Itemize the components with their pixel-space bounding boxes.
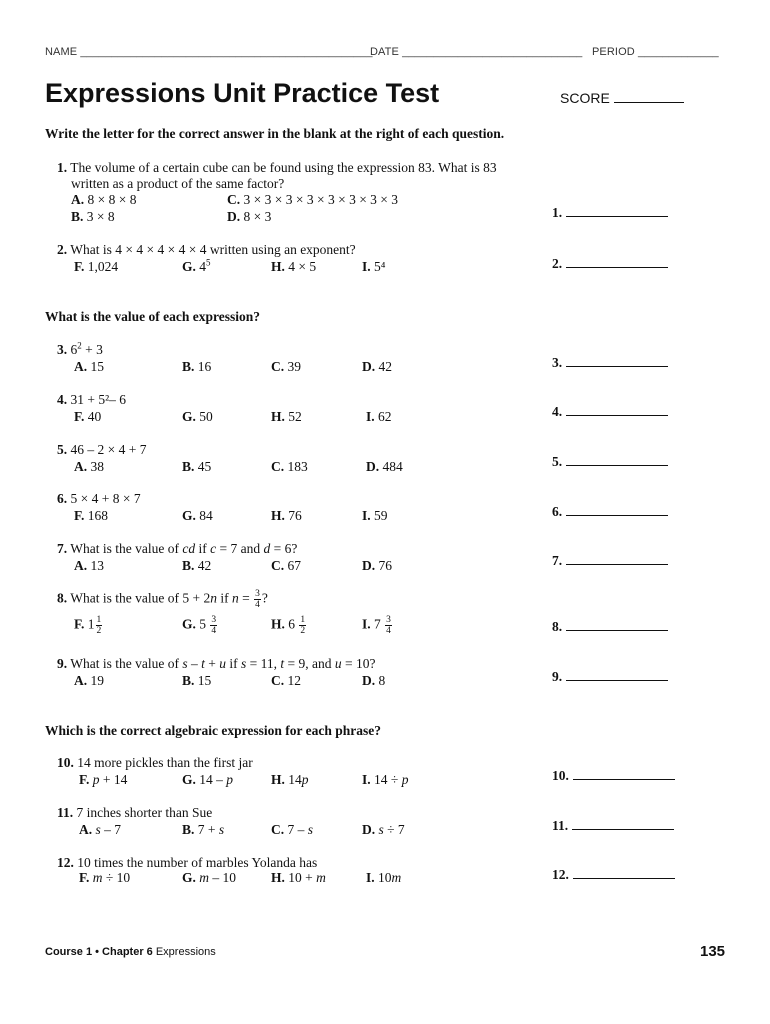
option-g[interactable]: G. 14 – p <box>182 772 234 787</box>
question-12: 12. 10 times the number of marbles Yolanda has <box>57 855 318 870</box>
period-blank[interactable]: _____________ <box>637 46 719 58</box>
date-label: DATE <box>370 46 399 58</box>
option-f[interactable]: F. m ÷ 10 <box>79 870 131 885</box>
answer-blank-3[interactable]: 3. <box>552 355 668 371</box>
option-h[interactable]: H. 52 <box>271 409 302 424</box>
date-blank[interactable]: _____________________________ <box>402 46 583 58</box>
question-2: 2. What is 4 × 4 × 4 × 4 × 4 written using an exponent? <box>57 242 356 257</box>
option-b[interactable]: B. 16 <box>182 359 212 374</box>
section-instruction-2: What is the value of each expression? <box>45 309 260 324</box>
option-d[interactable]: D. 8 × 3 <box>227 209 272 224</box>
option-f[interactable]: F. 1,024 <box>74 259 119 274</box>
date-field[interactable] <box>370 46 582 58</box>
option-d[interactable]: D. s ÷ 7 <box>362 822 405 837</box>
footer-course-label: Course 1 • Chapter 6 <box>45 946 153 958</box>
option-a[interactable]: A. 8 × 8 × 8 <box>71 192 137 207</box>
question-8: 8. What is the value of 5 + 2n if n = $\frac{3}{4}$ ? <box>57 589 268 610</box>
option-f[interactable]: F. 1 $\frac{1}{2}$ <box>74 615 102 636</box>
question-1 <box>57 160 497 176</box>
name-label: NAME <box>45 46 78 58</box>
option-c[interactable]: C. 183 <box>271 459 308 474</box>
option-d[interactable]: D. 76 <box>362 558 392 573</box>
option-a[interactable]: A. 19 <box>74 673 104 688</box>
footer-topic: Expressions <box>155 946 216 958</box>
period-field[interactable] <box>592 46 719 58</box>
page-title: Expressions Unit Practice Test <box>45 78 440 108</box>
option-h[interactable]: H. 76 <box>271 508 302 523</box>
option-f[interactable]: F. p + 14 <box>79 772 128 787</box>
option-b[interactable]: B. 7 + s <box>182 822 225 837</box>
option-b[interactable]: B. 45 <box>182 459 212 474</box>
option-i[interactable]: I. 62 <box>366 409 392 424</box>
option-b[interactable]: B. 42 <box>182 558 212 573</box>
footer-course <box>45 946 216 958</box>
answer-blank-7[interactable]: 7. <box>552 553 668 569</box>
option-h[interactable]: H. 10 + m <box>271 870 326 885</box>
answer-blank-5[interactable]: 5. <box>552 454 668 470</box>
answer-blank-12[interactable]: 12. <box>552 867 675 883</box>
option-c[interactable]: C. 3 × 3 × 3 × 3 × 3 × 3 × 3 × 3 <box>227 192 399 207</box>
option-i[interactable]: I. 14 ÷ p <box>362 772 409 787</box>
option-b[interactable]: B. 3 × 8 <box>71 209 115 224</box>
question-1-line-2: written as a product of the same factor? <box>71 176 285 191</box>
option-h[interactable]: H. 4 × 5 <box>271 259 317 274</box>
option-i[interactable]: I. 5⁴ <box>362 259 386 274</box>
question-9: 9. What is the value of s – t + u if s = 11, t = 9, and u = 10? <box>57 656 376 671</box>
score-field[interactable] <box>560 90 684 106</box>
period-label: PERIOD <box>592 46 635 58</box>
answer-blank-10[interactable]: 10. <box>552 768 675 784</box>
option-a[interactable]: A. s – 7 <box>79 822 122 837</box>
option-a[interactable]: A. 13 <box>74 558 104 573</box>
option-f[interactable]: F. 40 <box>74 409 102 424</box>
score-label: SCORE <box>560 90 610 106</box>
question-4: 4. 31 + 5²– 6 <box>57 392 127 407</box>
name-blank[interactable]: _______________________________________________ <box>80 46 373 58</box>
option-a[interactable]: A. 38 <box>74 459 104 474</box>
page-number: 135 <box>700 943 726 960</box>
option-h[interactable]: H. 14p <box>271 772 309 787</box>
fraction: $\frac{3}{4}$ <box>255 589 260 610</box>
option-i[interactable]: I. 7 $\frac{3}{4}$ <box>362 615 391 636</box>
option-d[interactable]: D. 484 <box>366 459 403 474</box>
option-h[interactable]: H. 6 $\frac{1}{2}$ <box>271 615 306 636</box>
question-10: 10. 14 more pickles than the first jar <box>57 755 253 770</box>
answer-blank-2[interactable]: 2. <box>552 256 668 272</box>
option-c[interactable]: C. 39 <box>271 359 301 374</box>
option-g[interactable]: G. 5 $\frac{3}{4}$ <box>182 615 217 636</box>
option-d[interactable]: D. 42 <box>362 359 392 374</box>
question-3: 3. $6^2 + 3$ <box>57 340 103 357</box>
score-blank[interactable] <box>614 90 684 103</box>
option-g[interactable]: G. 50 <box>182 409 213 424</box>
question-6: 6. 5 × 4 + 8 × 7 <box>57 491 141 506</box>
option-c[interactable]: C. 67 <box>271 558 301 573</box>
section-instruction-1: Write the letter for the correct answer in the blank at the right of each question. <box>45 126 505 141</box>
option-i[interactable]: I. 10m <box>366 870 402 885</box>
option-c[interactable]: C. 7 – s <box>271 822 314 837</box>
option-d[interactable]: D. 8 <box>362 673 386 688</box>
option-g[interactable]: G. 84 <box>182 508 213 523</box>
option-c[interactable]: C. 12 <box>271 673 301 688</box>
answer-blank-8[interactable]: 8. <box>552 619 668 635</box>
option-g[interactable]: G. m – 10 <box>182 870 237 885</box>
option-i[interactable]: I. 59 <box>362 508 388 523</box>
question-5: 5. 46 – 2 × 4 + 7 <box>57 442 147 457</box>
answer-blank-4[interactable]: 4. <box>552 404 668 420</box>
answer-blank-6[interactable]: 6. <box>552 504 668 520</box>
answer-blank-1[interactable]: 1. <box>552 205 668 221</box>
question-11: 11. 7 inches shorter than Sue <box>57 805 213 820</box>
name-field[interactable] <box>45 46 373 58</box>
answer-blank-9[interactable]: 9. <box>552 669 668 685</box>
option-f[interactable]: F. 168 <box>74 508 109 523</box>
option-a[interactable]: A. 15 <box>74 359 104 374</box>
question-text: The volume of a certain cube can be found using the expression 83. What is 83 <box>70 160 497 175</box>
option-g[interactable]: G. $4^5$ <box>182 257 211 274</box>
question-7: 7. What is the value of cd if c = 7 and d = 6? <box>57 541 298 556</box>
answer-blank-11[interactable]: 11. <box>552 818 674 834</box>
section-instruction-3: Which is the correct algebraic expression for each phrase? <box>45 723 381 738</box>
question-number: 1. <box>57 160 68 175</box>
option-b[interactable]: B. 15 <box>182 673 212 688</box>
